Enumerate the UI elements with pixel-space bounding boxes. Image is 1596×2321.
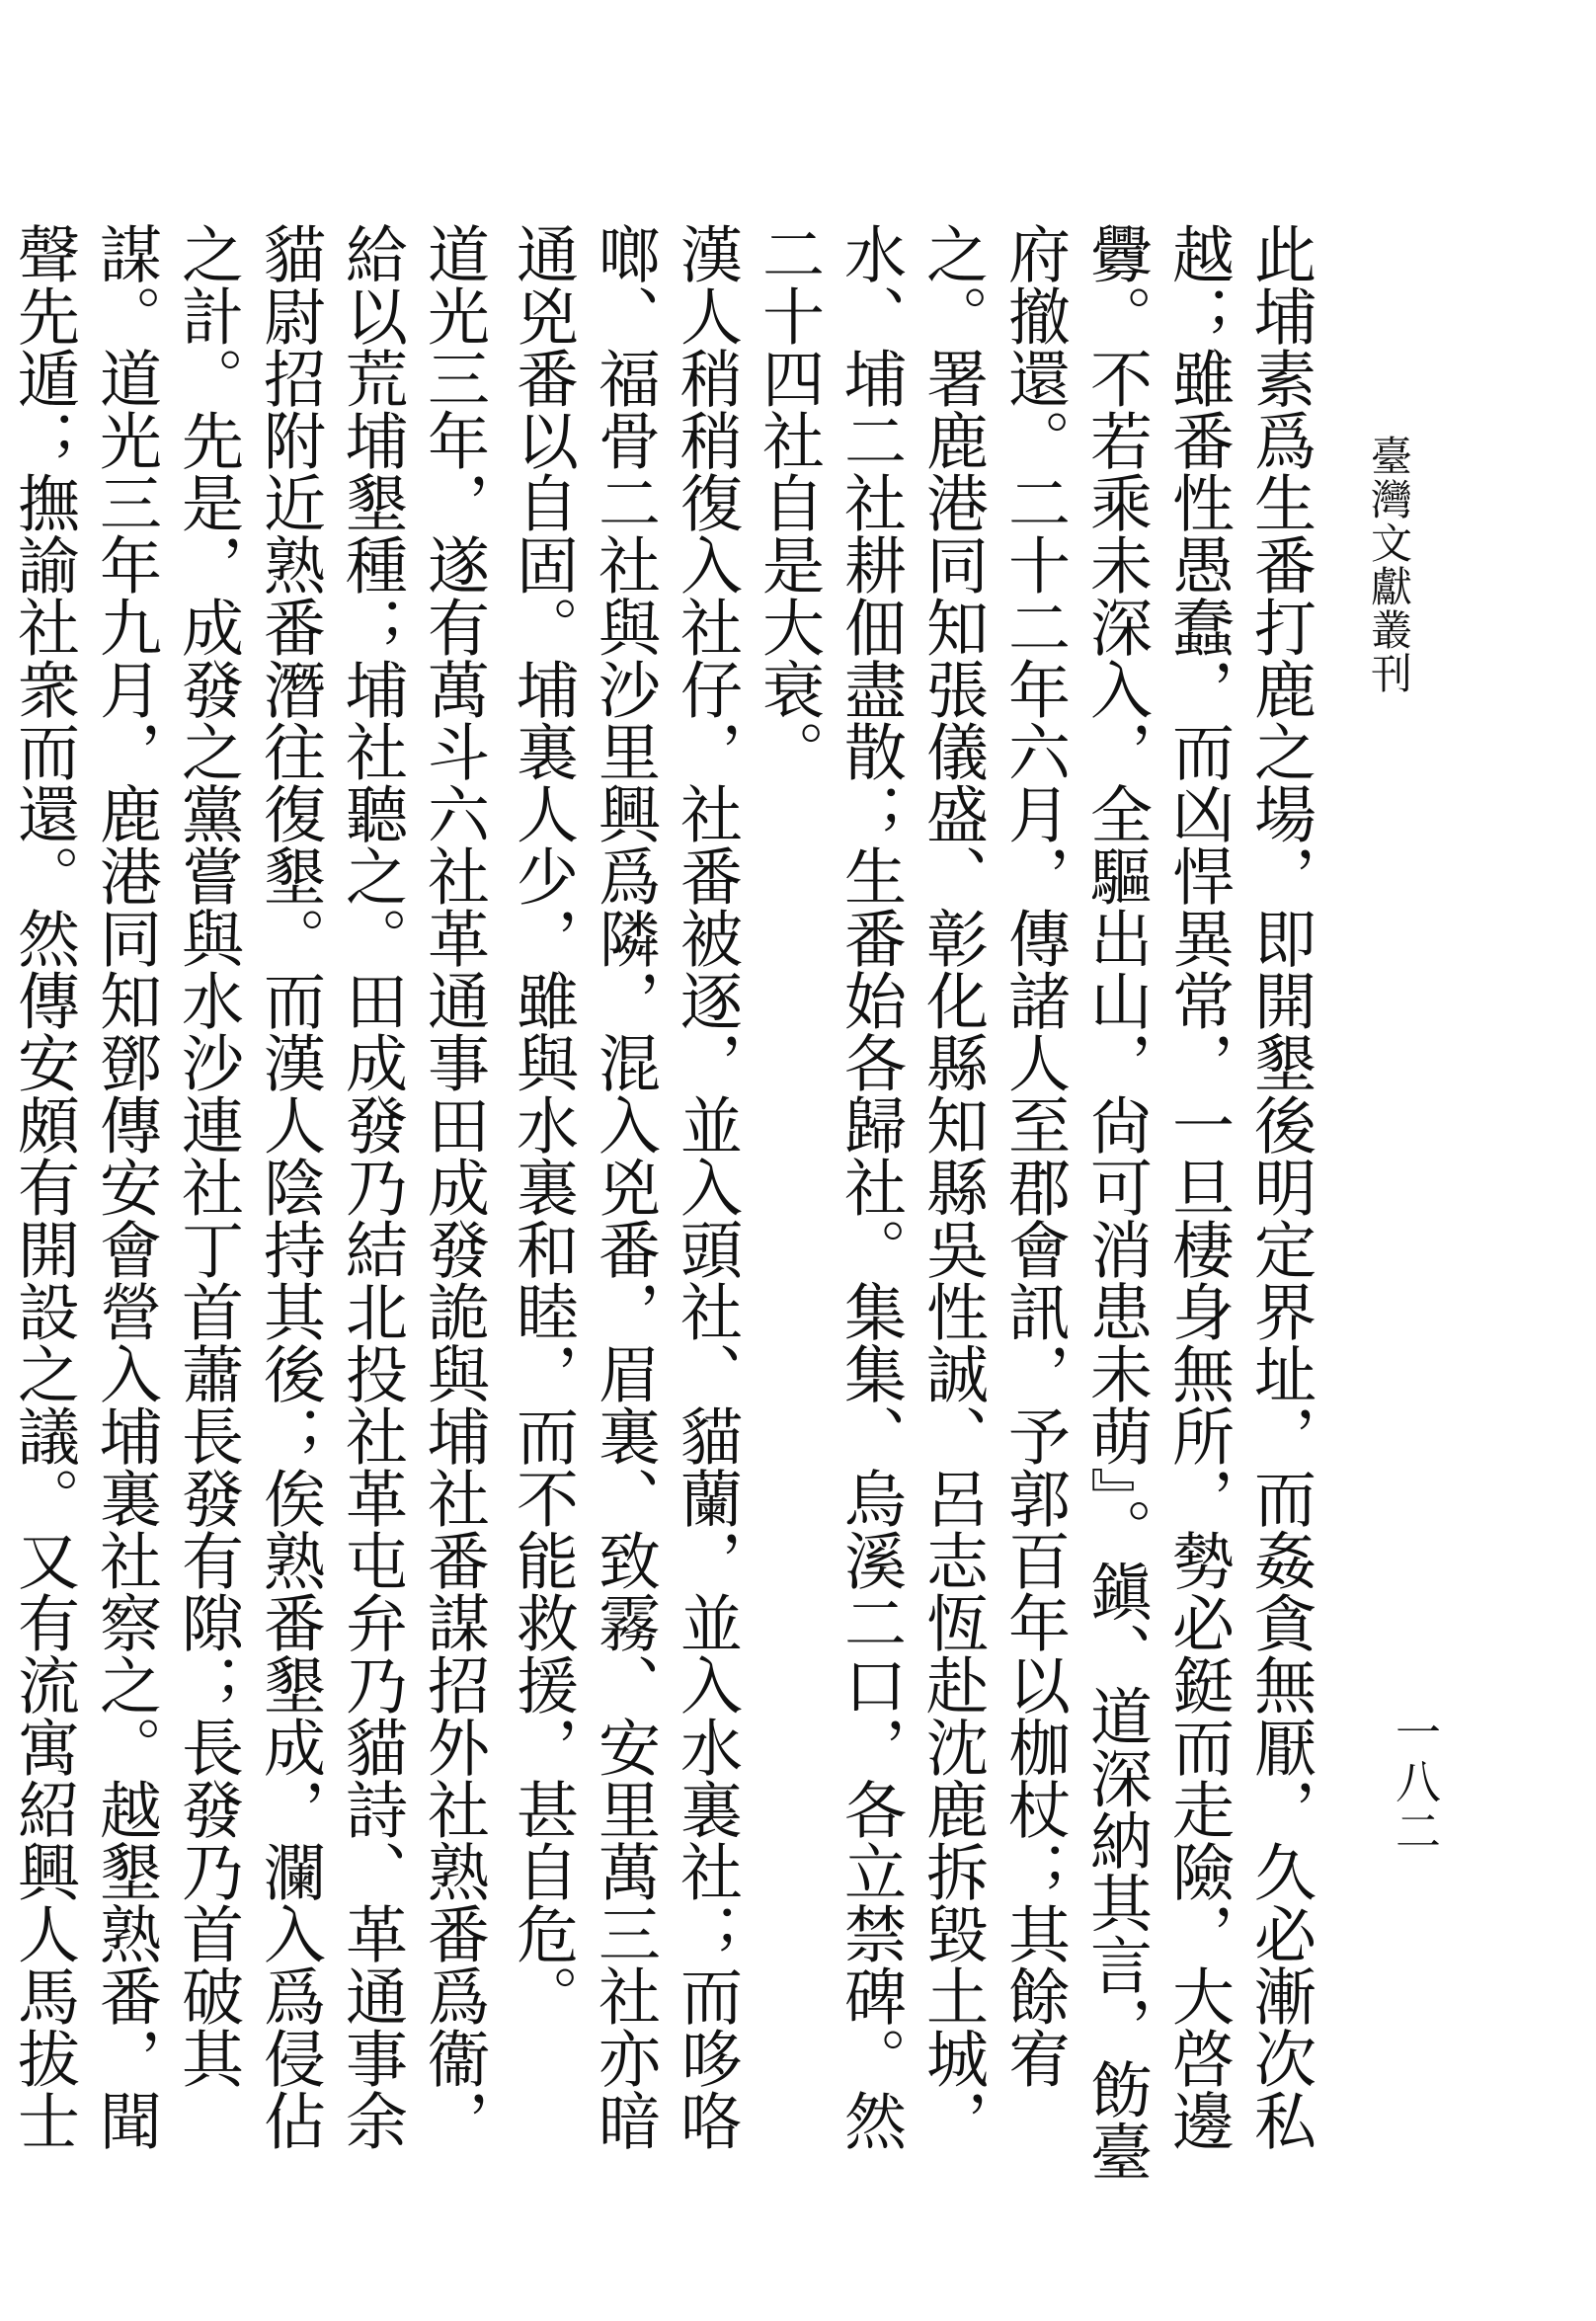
paragraph: 道光三年，遂有萬斗六社革通事田成發詭與埔社番謀招外社熟番爲衞，給以荒埔墾種；埔社聽之。田成發乃結北投社革屯弁乃貓詩、革通事余貓尉招附近熟番潛往復墾。而漢人陰持其後；俟熟番墾成，瀾入爲侵佔之計。先是，成發之黨嘗與水沙連社丁首蕭長發有隙；長發乃首破其謀。道光三年九月，鹿港同知鄧傳安會營入埔裏社察之。越墾熟番，聞聲先遁；撫諭社衆而還。然傳安頗有開設之議。又有流寓紹興人馬拔士 xyxy=(8,222,490,2151)
running-title: 臺灣文獻叢刊 xyxy=(1365,435,1413,695)
body-text xyxy=(8,222,1321,2198)
paragraph: 漢人稍稍復入社仔，社番被逐，並入頭社、貓蘭，並入水裏社；而哆咯啷、福骨二社與沙里興爲隣，混入兇番，眉裏、致霧、安里萬三社亦暗通兇番以自固。埔裏人少，雖與水裏和睦，而不能救援，甚自危。 xyxy=(507,222,743,2151)
page-number: 一八二 xyxy=(1389,1709,1442,1857)
paragraph: 此埔素爲生番打鹿之場，即開墾後明定界址，而姦貪無厭，久必漸次私越；雖番性愚蠢，而凶悍異常，一旦棲身無所，勢必鋌而走險，大啓邊釁。不若乘未深入，全驅出山，尙可消患未萌』。鎭、道深納其言，飭臺府撤還。二十二年六月，傳諸人至郡會訊，予郭百年以枷杖；其餘宥之。署鹿港同知張儀盛、彰化縣知縣吳性誠、呂志恆赴沈鹿拆毀土城，水、埔二社耕佃盡散；生番始各歸社。集集、烏溪二口，各立禁碑。然二十四社自是大衰。 xyxy=(753,222,1317,2183)
